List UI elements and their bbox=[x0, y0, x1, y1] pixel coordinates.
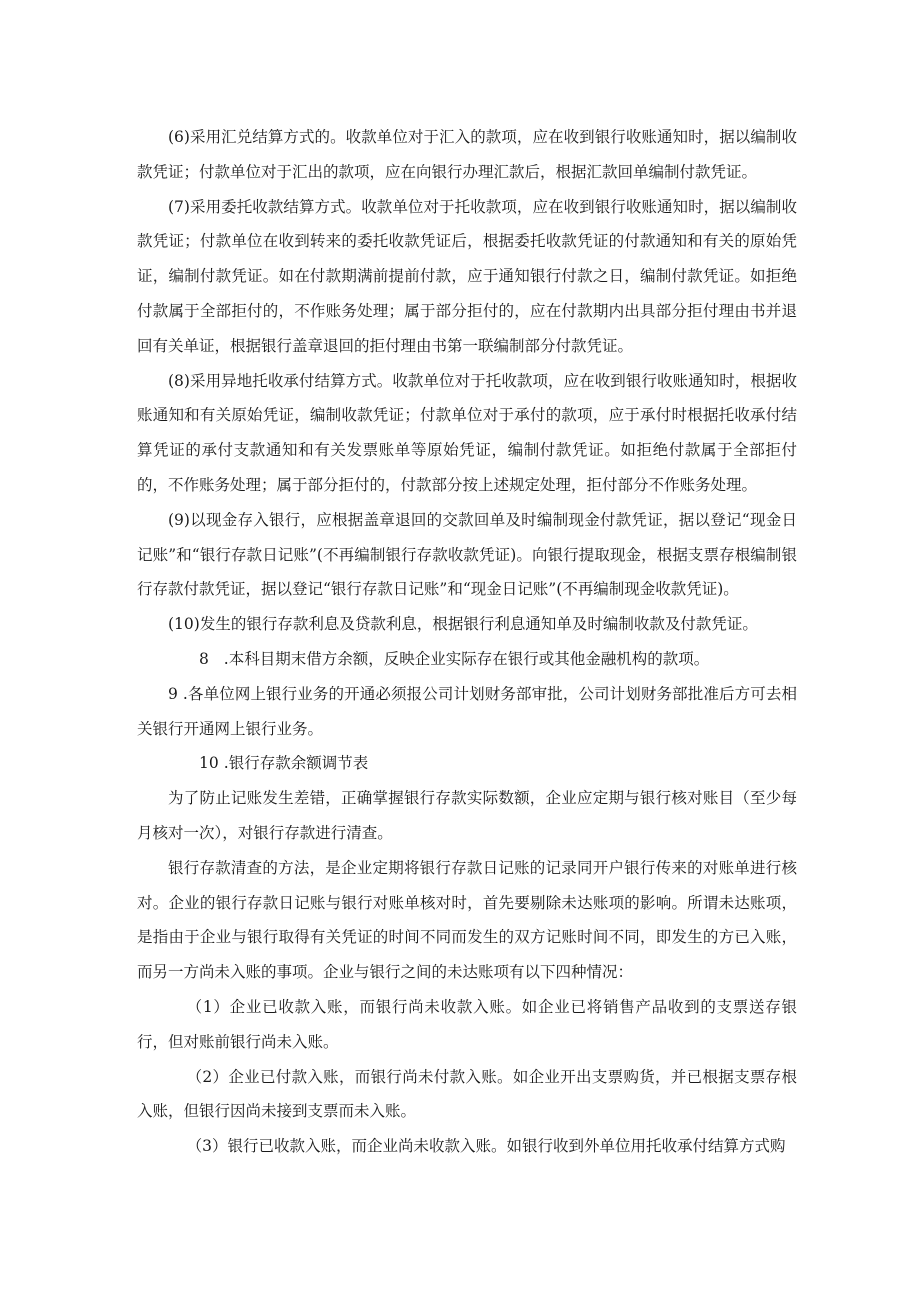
item-10 bbox=[137, 746, 797, 781]
case-3: （3）银行已收款入账，而企业尚未收款入账。如银行收到外单位用托收承付结算方式购 bbox=[186, 1137, 786, 1156]
item-text: .各单位网上银行业务的开通必须报公司计划财务部审批，公司计划财务部批准后方可去相关银行开通网上银行业务。 bbox=[137, 684, 797, 738]
paragraph-remittance: (6)采用汇兑结算方式的。收款单位对于汇入的款项，应在收到银行收账通知时，据以编制收款凭证；付款单位对于汇出的款项，应在向银行办理汇款后，根据汇款回单编制付款凭证。 bbox=[137, 128, 797, 181]
item-number: 10 bbox=[199, 754, 219, 773]
document-page bbox=[137, 120, 797, 1164]
item-number: 9 bbox=[168, 684, 178, 703]
paragraph-reconciliation-method: 银行存款清查的方法，是企业定期将银行存款日记账的记录同开户银行传来的对账单进行核对。企业的银行存款日记账与银行对账单核对时，首先要剔除未达账项的影响。所谓未达账项，是指由于企业与银行取得有关凭证的时间不同而发生的双方记账时间不同，即发生的方已入账，而另一方尚未入账的事项。企业与银行之间的未达账项有以下四种情况： bbox=[137, 858, 797, 982]
paragraph-reconciliation-purpose: 为了防止记账发生差错，正确掌握银行存款实际数额，企业应定期与银行核对账目（至少每月核对一次），对银行存款进行清查。 bbox=[137, 789, 797, 842]
paragraph-interest: (10)发生的银行存款利息及贷款利息，根据银行利息通知单及时编制收款及付款凭证。 bbox=[168, 615, 758, 634]
item-text: .银行存款余额调节表 bbox=[223, 754, 369, 773]
paragraph-cash-deposit: (9)以现金存入银行，应根据盖章退回的交款回单及时编制现金付款凭证，据以登记“现金日记账”和“银行存款日记账”(不再编制银行存款收款凭证)。向银行提取现金，根据支票存根编制银行存款付款凭证，据以登记“银行存款日记账”和“现金日记账”(不再编制现金收款凭证)。 bbox=[137, 510, 797, 599]
item-number: 8 bbox=[199, 649, 209, 668]
item-9 bbox=[137, 677, 797, 747]
case-1: （1）企业已收款入账，而银行尚未收款入账。如企业已将销售产品收到的支票送存银行，但对账前银行尚未入账。 bbox=[137, 997, 797, 1051]
item-8 bbox=[137, 642, 797, 677]
paragraph-entrusted-collection: (7)采用委托收款结算方式。收款单位对于托收款项，应在收到银行收账通知时，据以编制收款凭证；付款单位在收到转来的委托收款凭证后，根据委托收款凭证的付款通知和有关的原始凭证，编制付款凭证。如在付款期满前提前付款，应于通知银行付款之日，编制付款凭证。如拒绝付款属于全部拒付的，不作账务处理；属于部分拒付的，应在付款期内出具部分拒付理由书并退回有关单证，根据银行盖章退回的拒付理由书第一联编制部分付款凭证。 bbox=[137, 197, 797, 355]
item-text: .本科目期末借方余额，反映企业实际存在银行或其他金融机构的款项。 bbox=[223, 649, 710, 668]
case-2: （2）企业已付款入账，而银行尚未付款入账。如企业开出支票购货，并已根据支票存根入账，但银行因尚未接到支票而未入账。 bbox=[137, 1067, 797, 1121]
paragraph-remote-collection: (8)采用异地托收承付结算方式。收款单位对于托收款项，应在收到银行收账通知时，根据收账通知和有关原始凭证，编制收款凭证；付款单位对于承付的款项，应于承付时根据托收承付结算凭证的承付支款通知和有关发票账单等原始凭证，编制付款凭证。如拒绝付款属于全部拒付的，不作账务处理；属于部分拒付的，付款部分按上述规定处理，拒付部分不作账务处理。 bbox=[137, 371, 797, 494]
